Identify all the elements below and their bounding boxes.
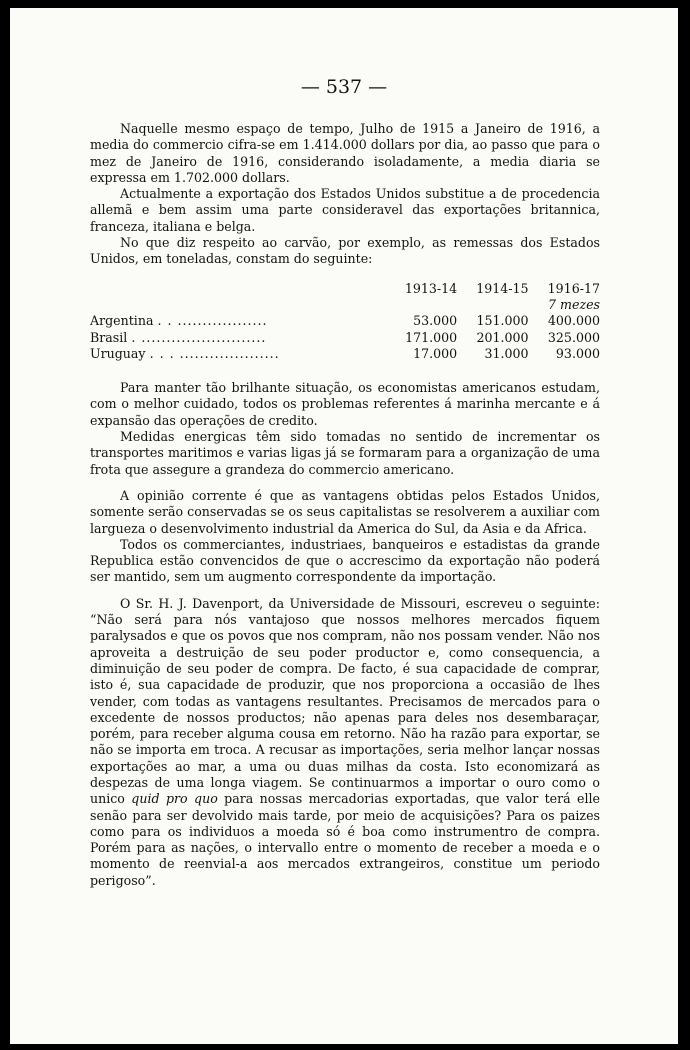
- paragraph: Medidas energicas têm sido tomadas no sentido de incrementar os transportes maritimos e varias ligas já se formaram para a organização de uma frota que assegure a grandeza do commercio americano.: [90, 429, 600, 477]
- table-row: [90, 330, 600, 346]
- paragraph: No que diz respeito ao carvão, por exemplo, as remessas dos Estados Unidos, em toneladas, constam do seguinte:: [90, 235, 600, 267]
- table-cell: 400.000: [547, 313, 600, 329]
- column-header: 1916-17: [547, 280, 600, 296]
- country-name: Uruguay: [90, 345, 146, 361]
- leader-dots: . .........................: [131, 329, 267, 345]
- quote-text: para nossas mercadorias exportadas, que valor terá elle senão para ser devolvido mais tarde, por meio de acquisições? Para os paizes como para os individuos a moeda só é boa como instrumentro de compra. Porém para as nações, o intervallo entre o momento de receber a moeda e o momento de reenvial-a aos mercados extrangeiros, constitue um periodo perigoso”.: [90, 791, 601, 888]
- leader-dots: . . . ....................: [149, 345, 280, 361]
- text-body: [90, 121, 600, 889]
- table-header-row: [90, 281, 600, 297]
- column-header: 1914-15: [476, 280, 529, 296]
- document-page: [10, 8, 678, 1044]
- table-cell: 93.000: [555, 345, 600, 361]
- quote-italic-phrase: quid pro quo: [131, 791, 218, 807]
- paragraph: Todos os commerciantes, industriaes, banqueiros e estadistas da grande Republica estão convencidos de que o accrescimo da exportação não poderá ser mantido, sem um augmento correspondente da importação.: [90, 536, 600, 585]
- paragraph: A opinião corrente é que as vantagens obtidas pelos Estados Unidos, somente serão conservadas se os seus capitalistas se resolverem a auxiliar com largueza o desenvolvimento industrial da America do Sul, da Asia e da Africa.: [90, 487, 600, 536]
- table-subheader-row: [90, 297, 600, 313]
- table-cell: 53.000: [413, 313, 458, 329]
- leader-dots: . . ..................: [157, 313, 268, 329]
- country-name: Brasil: [90, 329, 128, 345]
- quote-text: O Sr. H. J. Davenport, da Universidade de Missouri, escreveu o seguinte: “Não será para nós vantajoso que nossos melhores mercados fiquem paralysados e que os povos que nos compram, não nos possam vender. Não nos aproveita a destruição de seu poder productor e, como consequencia, a diminuição de seu poder de compra. De facto, é sua capacidade de comprar, isto é, sua capacidade de produzir, que nos proporciona a occasião de lhes vender, com todas as vantagens resultantes. Precisamos de mercados para o excedente de nossos productos; não apenas para deles nos desembaraçar, porém, para receber alguma cousa em retorno. Não ha razão para exportar, se não se importa em troca. A recusar as importações, seria melhor lançar nossas exportações ao mar, a uma ou duas milhas da costa. Isto economizará as despezas de uma longa viagem. Se continuarmos a importar o ouro como o unico: [90, 595, 600, 807]
- column-header: 1913-14: [404, 280, 458, 296]
- column-subheader: 7 mezes: [548, 296, 600, 312]
- table-cell: 171.000: [405, 329, 458, 345]
- country-name: Argentina: [90, 313, 154, 329]
- table-cell: 151.000: [476, 313, 529, 329]
- paragraph: Para manter tão brilhante situação, os economistas americanos estudam, com o melhor cuidado, todos os problemas referentes á marinha mercante e á expansão das operações de credito.: [90, 380, 600, 428]
- paragraph: Actualmente a exportação dos Estados Unidos substitue a de procedencia allemã e bem assim uma parte consideravel das exportações britannica, franceza, italiana e belga.: [90, 186, 600, 234]
- table-cell: 31.000: [484, 345, 529, 361]
- paragraph: Naquelle mesmo espaço de tempo, Julho de 1915 a Janeiro de 1916, a media do commercio cifra-se em 1.414.000 dollars por dia, ao passo que para o mez de Janeiro de 1916, considerando isoladamente, a media diaria se expressa em 1.702.000 dollars.: [90, 121, 600, 185]
- table-row: [90, 346, 600, 362]
- table-cell: 201.000: [476, 329, 529, 345]
- coal-exports-table: [90, 281, 600, 362]
- quote-paragraph: [90, 596, 600, 889]
- page-number: — 537 —: [300, 76, 388, 98]
- table-row: [90, 313, 600, 329]
- table-cell: 17.000: [413, 345, 458, 361]
- table-cell: 325.000: [547, 329, 600, 345]
